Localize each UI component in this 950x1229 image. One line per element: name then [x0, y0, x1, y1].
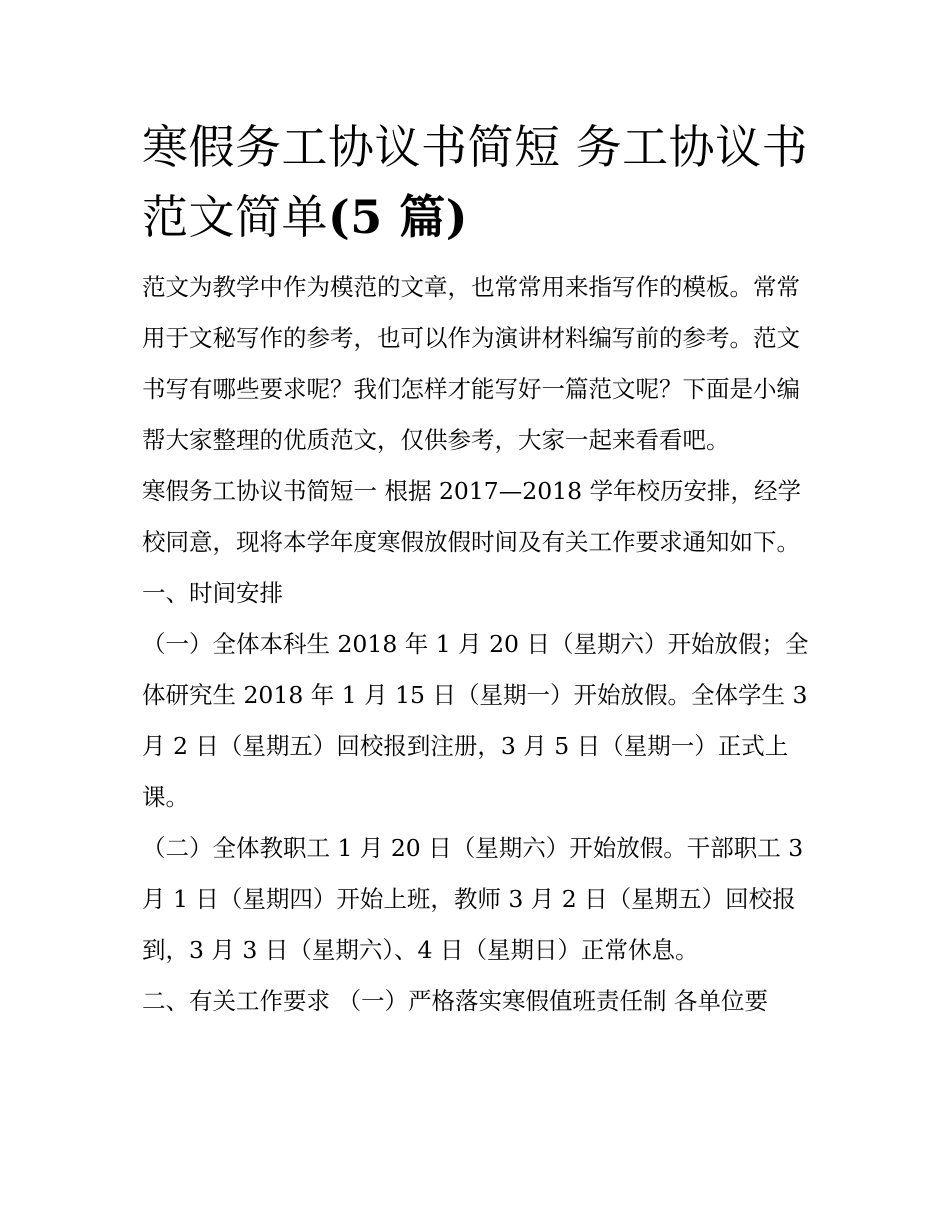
- title-text: 寒假务工协议书简短 务工协议书范文简单: [142, 120, 809, 244]
- paragraph-requirements: 二、有关工作要求 （一）严格落实寒假值班责任制 各单位要: [142, 987, 768, 1015]
- paragraph-intro: 范文为教学中作为模范的文章，也常常用来指写作的模板。常常用于文秘写作的参考，也可以作为演讲材料编写前的参考。范文书写有哪些要求呢？我们怎样才能写好一篇范文呢？下面是小编帮大家整理的优质范文，仅供参考，大家一起来看看吧。: [142, 273, 800, 454]
- title-count: (5 篇): [328, 190, 469, 244]
- document-body: [142, 112, 814, 1027]
- paragraph-students: （一）全体本科生 2018 年 1 月 20 日（星期六）开始放假；全体研究生 2018 年 1 月 15 日（星期一）开始放假。全体学生 3 月 2 日（星期五）回校报到注册，3 月 5 日（星期一）正式上课。: [142, 630, 809, 811]
- document-title: [142, 112, 814, 252]
- paragraph-staff: （二）全体教职工 1 月 20 日（星期六）开始放假。干部职工 3 月 1 日（星期四）开始上班，教师 3 月 2 日（星期五）回校报到，3 月 3 日（星期六）、4 日（星期日）正常休息。: [142, 834, 804, 964]
- paragraph-notice: 寒假务工协议书简短一 根据 2017—2018 学年校历安排，经学校同意，现将本学年度寒假放假时间及有关工作要求通知如下。 一、时间安排: [142, 477, 802, 607]
